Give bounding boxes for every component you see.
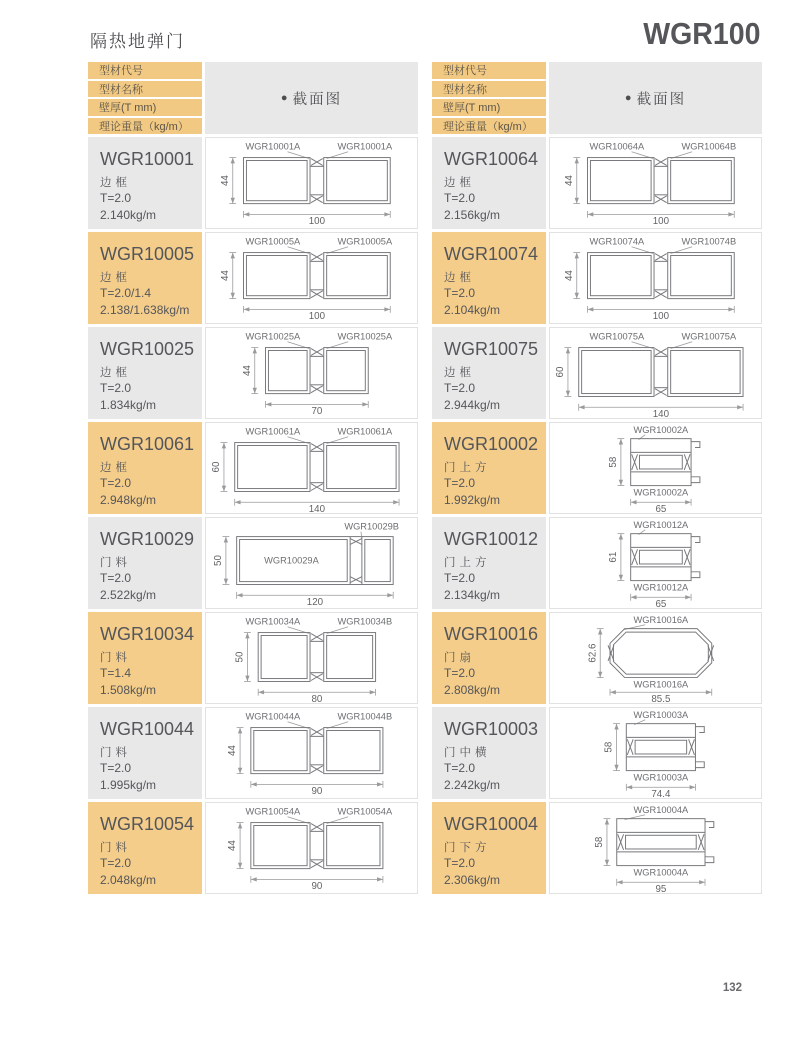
cross-section-diagram (206, 613, 417, 703)
theoretical-weight-value: 2.306kg/m (444, 872, 501, 887)
svg-text:WGR10034B: WGR10034B (337, 616, 393, 627)
wall-thickness-value: T=2.0 (444, 856, 476, 870)
wall-thickness-value: T=2.0 (100, 381, 132, 395)
header-wall-thickness: 壁厚(T mm) (432, 99, 546, 116)
svg-text:90: 90 (311, 786, 323, 798)
svg-text:62.6: 62.6 (587, 643, 599, 663)
cross-section-cell (205, 802, 418, 894)
svg-text:85.5: 85.5 (651, 694, 671, 703)
page-header (0, 0, 800, 52)
profile-info-cell (88, 232, 202, 324)
table-row (432, 422, 762, 514)
table-row (432, 612, 762, 704)
profile-info-cell (432, 232, 546, 324)
series-code: WGR100 (642, 16, 760, 51)
profile-name: 门下方 (444, 842, 491, 854)
svg-text:WGR10044A: WGR10044A (245, 711, 301, 722)
svg-text:WGR10061A: WGR10061A (245, 426, 301, 437)
cross-section-cell (205, 327, 418, 419)
svg-text:WGR10002A: WGR10002A (633, 487, 689, 498)
profile-info-cell (432, 327, 546, 419)
wall-thickness-value: T=2.0 (100, 476, 132, 490)
table-header-labels (432, 62, 546, 134)
wall-thickness-value: T=2.0 (100, 761, 132, 775)
cross-section-diagram (206, 708, 417, 798)
svg-text:61: 61 (608, 551, 620, 563)
svg-text:50: 50 (213, 555, 225, 566)
theoretical-weight-value: 2.138/1.638kg/m (100, 302, 190, 317)
profile-info-cell (432, 612, 546, 704)
svg-text:140: 140 (308, 504, 326, 513)
svg-text:WGR10016A: WGR10016A (633, 614, 689, 625)
svg-text:95: 95 (655, 884, 667, 893)
bullet-icon: ● (624, 92, 632, 104)
profile-name: 边框 (100, 177, 131, 189)
profile-name: 门料 (100, 557, 131, 569)
header-section-title (205, 62, 418, 134)
svg-text:WGR10004A: WGR10004A (633, 804, 689, 815)
theoretical-weight-value: 2.104kg/m (444, 302, 501, 317)
table-row (88, 232, 418, 324)
profile-code: WGR10005 (100, 244, 195, 264)
svg-text:65: 65 (655, 599, 667, 608)
cross-section-diagram (550, 423, 761, 513)
wall-thickness-value: T=2.0 (100, 191, 132, 205)
wall-thickness-value: T=2.0 (444, 761, 476, 775)
profile-code: WGR10029 (100, 529, 195, 549)
theoretical-weight-value: 2.948kg/m (100, 492, 157, 507)
cross-section-cell (549, 327, 762, 419)
svg-text:WGR10005A: WGR10005A (337, 236, 393, 247)
theoretical-weight-value: 2.944kg/m (444, 397, 501, 412)
theoretical-weight-value: 1.508kg/m (100, 682, 157, 697)
header-profile-name: 型材名称 (88, 81, 202, 98)
cross-section-cell (549, 612, 762, 704)
header-section-title (549, 62, 762, 134)
profile-code: WGR10034 (100, 624, 195, 644)
profile-code: WGR10054 (100, 814, 195, 834)
cross-section-cell (549, 707, 762, 799)
svg-text:WGR10016A: WGR10016A (633, 679, 689, 690)
wall-thickness-value: T=2.0 (444, 381, 476, 395)
table-row (88, 327, 418, 419)
profile-info-cell (88, 327, 202, 419)
svg-text:WGR10012A: WGR10012A (633, 519, 689, 530)
cross-section-diagram (206, 423, 417, 513)
svg-text:44: 44 (219, 270, 231, 282)
svg-text:120: 120 (306, 597, 324, 608)
svg-text:WGR10075A: WGR10075A (589, 331, 645, 342)
svg-text:WGR10001A: WGR10001A (245, 141, 301, 152)
cross-section-diagram (550, 138, 761, 228)
header-theoretical-weight: 理论重量（kg/m） (432, 118, 546, 135)
profile-name: 门上方 (444, 557, 491, 569)
svg-text:WGR10025A: WGR10025A (245, 331, 301, 342)
table-row (88, 707, 418, 799)
profile-code: WGR10074 (444, 244, 539, 264)
profile-code: WGR10075 (444, 339, 539, 359)
profile-info-cell (432, 517, 546, 609)
header-profile-code: 型材代号 (432, 62, 546, 79)
table-row (88, 137, 418, 229)
profile-code: WGR10061 (100, 434, 195, 454)
header-profile-name: 型材名称 (432, 81, 546, 98)
cross-section-diagram (206, 233, 417, 323)
header-wall-thickness: 壁厚(T mm) (88, 99, 202, 116)
svg-text:44: 44 (241, 365, 253, 377)
profile-name: 门中横 (444, 747, 491, 759)
table-row (88, 612, 418, 704)
profile-info-cell (88, 707, 202, 799)
svg-text:100: 100 (652, 311, 670, 323)
cross-section-diagram (206, 138, 417, 228)
profile-name: 边框 (444, 367, 475, 379)
table-header (88, 62, 418, 134)
table-row (88, 517, 418, 609)
profile-table-left (88, 62, 418, 897)
svg-text:58: 58 (608, 456, 620, 468)
cross-section-diagram (206, 328, 417, 418)
svg-text:90: 90 (311, 881, 323, 893)
profile-name: 边框 (444, 272, 475, 284)
profile-code: WGR10044 (100, 719, 195, 739)
cross-section-cell (205, 232, 418, 324)
svg-text:WGR10005A: WGR10005A (245, 236, 301, 247)
cross-section-cell (549, 422, 762, 514)
profile-name: 门扇 (444, 652, 475, 664)
table-row (88, 802, 418, 894)
wall-thickness-value: T=2.0 (100, 571, 132, 585)
profile-code: WGR10001 (100, 149, 195, 169)
svg-text:44: 44 (563, 175, 575, 187)
profile-code: WGR10064 (444, 149, 539, 169)
section-label: 截面图 (636, 91, 687, 108)
svg-text:50: 50 (234, 651, 246, 663)
cross-section-cell (205, 612, 418, 704)
theoretical-weight-value: 1.992kg/m (444, 492, 501, 507)
wall-thickness-value: T=1.4 (100, 666, 132, 680)
theoretical-weight-value: 2.808kg/m (444, 682, 501, 697)
profile-code: WGR10025 (100, 339, 195, 359)
profile-table-right (432, 62, 762, 897)
profile-info-cell (432, 422, 546, 514)
svg-text:WGR10003A: WGR10003A (633, 709, 689, 720)
bullet-icon: ● (280, 92, 288, 104)
svg-text:WGR10001A: WGR10001A (337, 141, 393, 152)
svg-text:70: 70 (311, 406, 323, 418)
svg-text:WGR10064B: WGR10064B (681, 141, 737, 152)
table-row (432, 327, 762, 419)
profile-info-cell (88, 802, 202, 894)
cross-section-diagram (550, 708, 761, 798)
svg-text:WGR10074A: WGR10074A (589, 236, 645, 247)
svg-text:44: 44 (227, 745, 239, 757)
table-row (88, 422, 418, 514)
cross-section-diagram (550, 233, 761, 323)
svg-text:WGR10025A: WGR10025A (337, 331, 393, 342)
table-header-labels (88, 62, 202, 134)
cross-section-cell (549, 517, 762, 609)
profile-info-cell (88, 137, 202, 229)
cross-section-cell (205, 707, 418, 799)
svg-text:60: 60 (211, 461, 223, 473)
svg-text:100: 100 (308, 311, 326, 323)
svg-text:WGR10029A: WGR10029A (264, 555, 319, 566)
profile-name: 门料 (100, 842, 131, 854)
profile-code: WGR10004 (444, 814, 539, 834)
profile-info-cell (88, 422, 202, 514)
svg-text:WGR10075A: WGR10075A (681, 331, 737, 342)
svg-text:58: 58 (603, 741, 615, 753)
profile-name: 边框 (100, 272, 131, 284)
table-row (432, 137, 762, 229)
svg-text:100: 100 (652, 216, 670, 228)
theoretical-weight-value: 1.995kg/m (100, 777, 157, 792)
section-label: 截面图 (292, 91, 343, 108)
page-title: 隔热地弹门 (90, 32, 185, 51)
wall-thickness-value: T=2.0 (444, 286, 476, 300)
profile-info-cell (88, 612, 202, 704)
wall-thickness-value: T=2.0 (444, 476, 476, 490)
profile-name: 边框 (100, 367, 131, 379)
page-number: 132 (722, 982, 742, 994)
profile-info-cell (432, 802, 546, 894)
theoretical-weight-value: 2.156kg/m (444, 207, 501, 222)
header-theoretical-weight: 理论重量（kg/m） (88, 118, 202, 135)
cross-section-diagram (206, 518, 417, 608)
theoretical-weight-value: 2.134kg/m (444, 587, 501, 602)
wall-thickness-value: T=2.0/1.4 (100, 286, 152, 300)
cross-section-cell (549, 802, 762, 894)
table-row (432, 517, 762, 609)
cross-section-diagram (550, 803, 761, 893)
theoretical-weight-value: 2.048kg/m (100, 872, 157, 887)
svg-text:WGR10054A: WGR10054A (245, 806, 301, 817)
theoretical-weight-value: 2.522kg/m (100, 587, 157, 602)
svg-text:WGR10003A: WGR10003A (633, 772, 689, 783)
svg-text:WGR10029B: WGR10029B (344, 521, 400, 532)
svg-text:44: 44 (563, 270, 575, 282)
svg-text:WGR10061A: WGR10061A (337, 426, 393, 437)
profile-name: 边框 (100, 462, 131, 474)
profile-code: WGR10016 (444, 624, 539, 644)
profile-info-cell (432, 137, 546, 229)
cross-section-cell (205, 422, 418, 514)
svg-text:WGR10054A: WGR10054A (337, 806, 393, 817)
cross-section-cell (205, 137, 418, 229)
svg-text:100: 100 (308, 216, 326, 228)
cross-section-cell (549, 137, 762, 229)
cross-section-diagram (550, 613, 761, 703)
wall-thickness-value: T=2.0 (444, 191, 476, 205)
profile-code: WGR10003 (444, 719, 539, 739)
table-row (432, 707, 762, 799)
profile-info-cell (432, 707, 546, 799)
svg-text:65: 65 (655, 504, 667, 513)
profile-name: 门料 (100, 652, 131, 664)
wall-thickness-value: T=2.0 (444, 571, 476, 585)
svg-text:WGR10002A: WGR10002A (633, 424, 689, 435)
svg-text:44: 44 (219, 175, 231, 187)
profile-name: 门料 (100, 747, 131, 759)
svg-text:74.4: 74.4 (651, 789, 671, 798)
profile-tables (0, 52, 800, 897)
svg-text:60: 60 (555, 366, 567, 378)
svg-text:WGR10034A: WGR10034A (245, 616, 301, 627)
cross-section-diagram (550, 328, 761, 418)
theoretical-weight-value: 2.140kg/m (100, 207, 157, 222)
svg-text:WGR10012A: WGR10012A (633, 582, 689, 593)
svg-text:WGR10044B: WGR10044B (337, 711, 393, 722)
profile-name: 门上方 (444, 462, 491, 474)
profile-name: 边框 (444, 177, 475, 189)
profile-code: WGR10012 (444, 529, 539, 549)
svg-text:WGR10074B: WGR10074B (681, 236, 737, 247)
svg-text:WGR10004A: WGR10004A (633, 867, 689, 878)
cross-section-cell (205, 517, 418, 609)
profile-code: WGR10002 (444, 434, 539, 454)
theoretical-weight-value: 2.242kg/m (444, 777, 501, 792)
wall-thickness-value: T=2.0 (100, 856, 132, 870)
svg-text:44: 44 (227, 840, 239, 852)
wall-thickness-value: T=2.0 (444, 666, 476, 680)
cross-section-diagram (206, 803, 417, 893)
svg-text:WGR10064A: WGR10064A (589, 141, 645, 152)
header-profile-code: 型材代号 (88, 62, 202, 79)
table-row (432, 232, 762, 324)
profile-info-cell (88, 517, 202, 609)
table-row (432, 802, 762, 894)
cross-section-diagram (550, 518, 761, 608)
svg-text:80: 80 (311, 694, 323, 703)
theoretical-weight-value: 1.834kg/m (100, 397, 157, 412)
cross-section-cell (549, 232, 762, 324)
table-header (432, 62, 762, 134)
svg-text:58: 58 (594, 836, 606, 848)
svg-text:140: 140 (652, 409, 670, 418)
